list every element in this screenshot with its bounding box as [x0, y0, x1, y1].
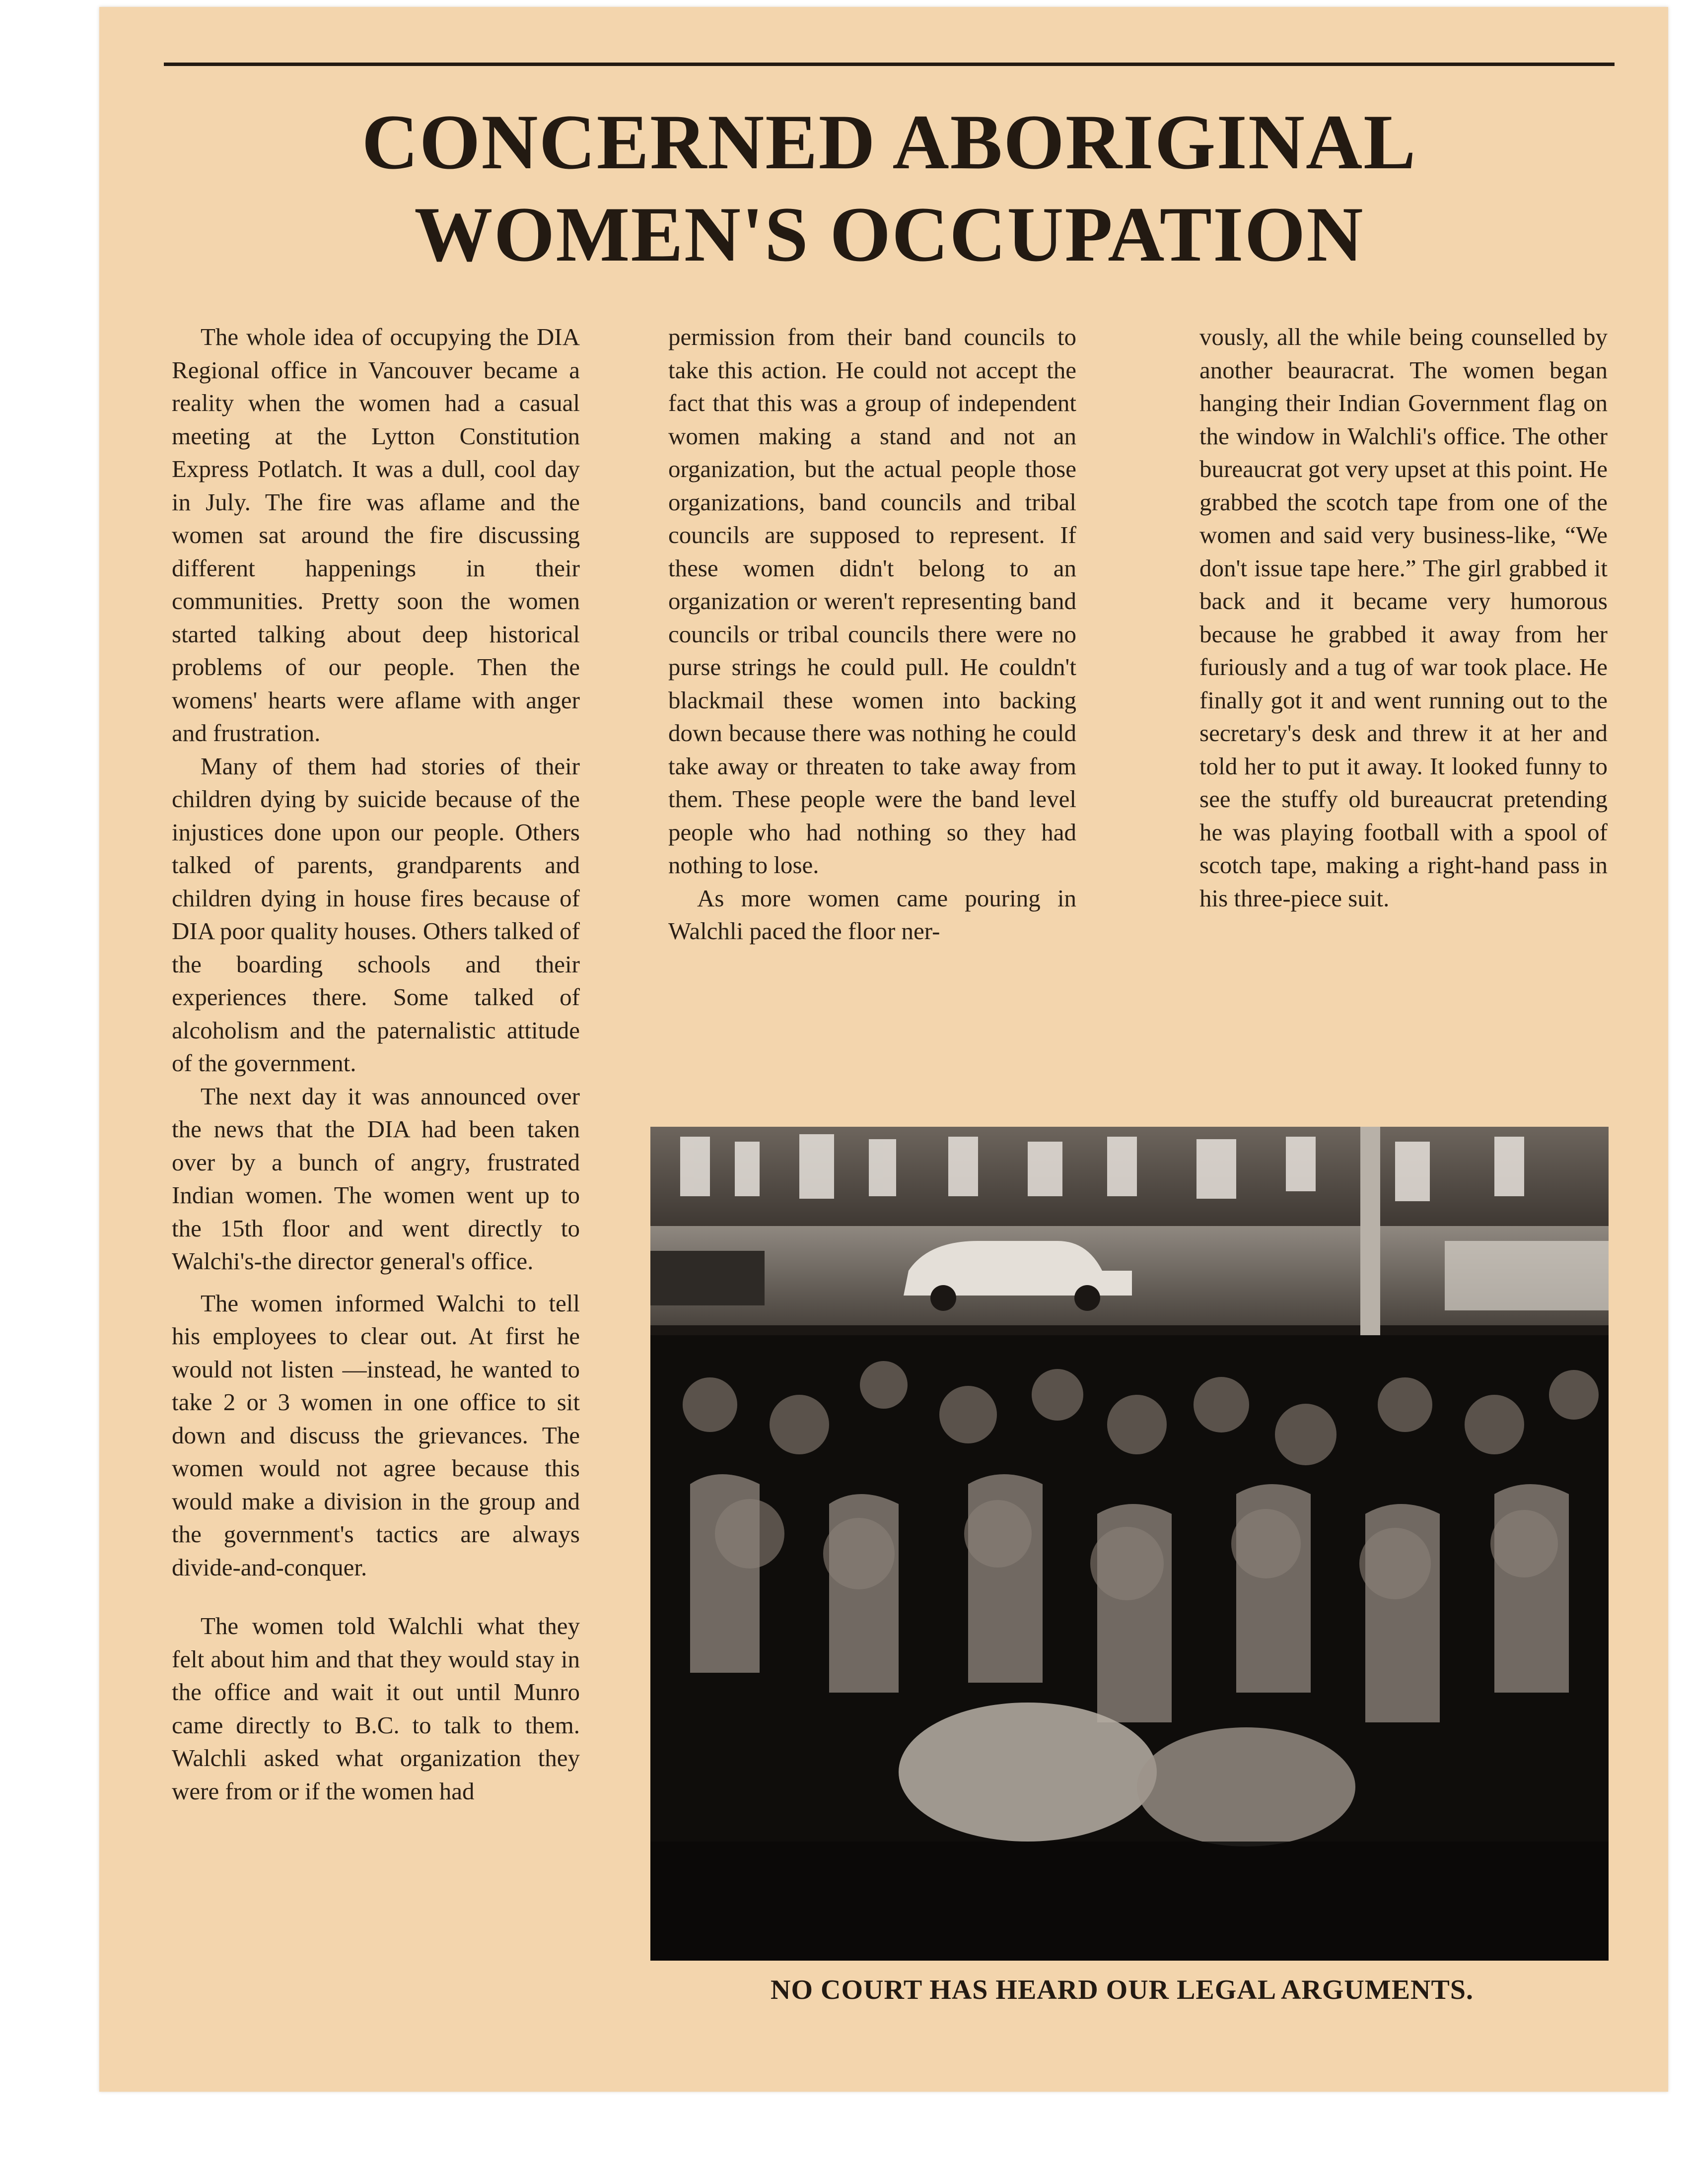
paragraph: The women informed Walchi to tell his employees to clear out. At first he would not listen —instead, he wanted to take 2 or 3 women in one office to sit down and discuss the grievances. The women would not agree because this would make a division in the group and the government's tactics are always divide-and-conquer.	[172, 1289, 580, 1581]
paragraph: vously, all the while being counselled by another beauracrat. The women began hanging their Indian Government flag on the window in Walchli's office. The other bureaucrat got very upset at this point. He grabbed the scotch tape from one of the women and said very business-like, “We don't issue tape here.” The girl grabbed it back and it became very humorous because he grabbed it away from her furiously and a tug of war took place. He finally got it and went running out to the secretary's desk and threw it at her and told her to put it away. It looked funny to see the stuffy old bureaucrat pretending he was playing football with a spool of scotch tape, making a right-hand pass in his three-piece suit.	[1199, 323, 1608, 912]
headline-line-1: CONCERNED ABORIGINAL	[361, 99, 1417, 186]
newspaper-page	[99, 7, 1668, 2092]
article-column-1	[172, 321, 580, 1808]
paragraph: As more women came pouring in Walchli paced the floor ner-	[668, 884, 1076, 945]
paragraph: The women told Walchli what they felt about him and that they would stay in the office and wait it out until Munro came directly to B.C. to talk to them. Walchli asked what organization they were from or if the women had	[172, 1612, 580, 1805]
headline-line-2: WOMEN'S OCCUPATION	[414, 191, 1364, 278]
top-rule	[164, 63, 1615, 66]
article-column-3	[1199, 321, 1608, 915]
crowd-photo	[650, 1127, 1609, 1961]
paragraph: The whole idea of occupying the DIA Regional office in Vancouver became a reality when the women had a casual meeting at the Lytton Constitution Express Potlatch. It was a dull, cool day in July. The fire was aflame and the women sat around the fire discussing different happenings in their communities. Pretty soon the women started talking about deep historical problems of our people. Then the womens' hearts were aflame with anger and frustration.	[172, 323, 580, 747]
paragraph: Many of them had stories of their children dying by suicide because of the injustices done upon our people. Others talked of parents, grandparents and children dying in house fires because of DIA poor quality houses. Others talked of the boarding schools and their experiences there. Some talked of alcoholism and the paternalistic attitude of the government.	[172, 752, 580, 1077]
paragraph: The next day it was announced over the news that the DIA had been taken over by a bunch of angry, frustrated Indian women. The women went up to the 15th floor and went directly to Walchi's-the director general's office.	[172, 1082, 580, 1275]
paragraph: permission from their band councils to take this action. He could not accept the fact that this was a group of independent women making a stand and not an organization, but the actual people those organizations, band councils and tribal councils are supposed to represent. If these women didn't belong to an organization or weren't representing band councils or tribal councils there were no purse strings he could pull. He couldn't blackmail these women into backing down because there was nothing he could take away or threaten to take away from them. These people were the band level people who had nothing so they had nothing to lose.	[668, 323, 1076, 879]
crowd-photo-illustration	[650, 1127, 1609, 1961]
article-column-2	[668, 321, 1076, 948]
photo-caption: NO COURT HAS HEARD OUR LEGAL ARGUMENTS.	[771, 1975, 1474, 2005]
headline	[164, 96, 1615, 281]
